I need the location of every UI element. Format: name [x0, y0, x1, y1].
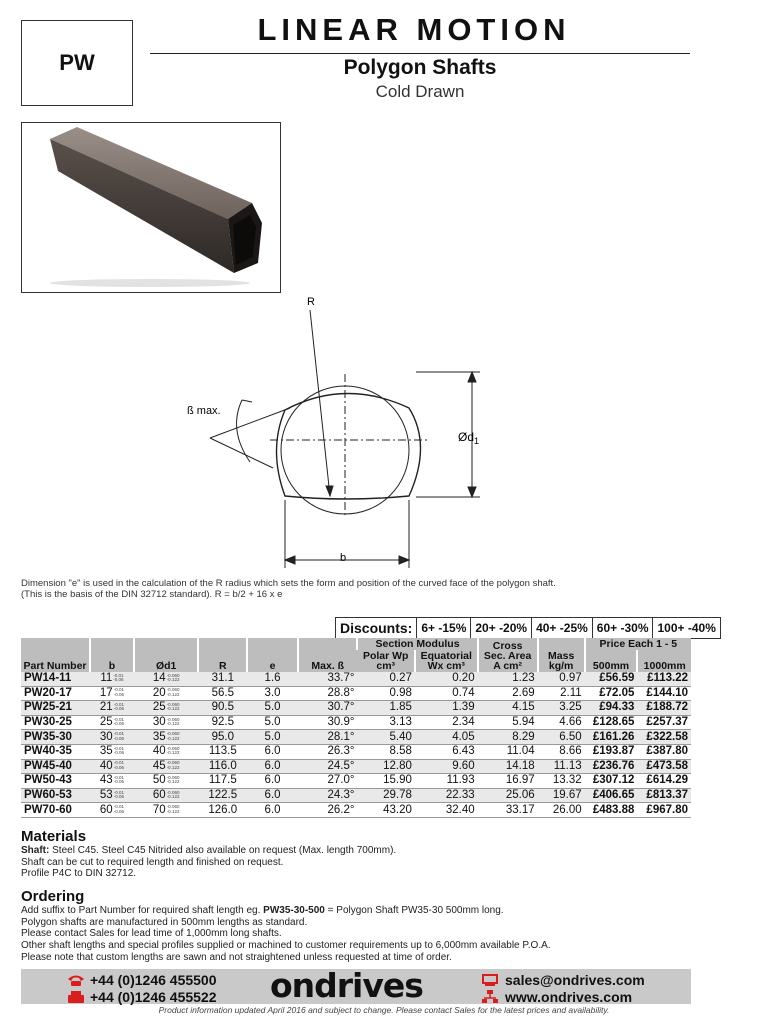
cell-polar: 0.98	[357, 686, 414, 701]
table-row	[21, 672, 691, 686]
cell-equatorial: 0.20	[415, 672, 478, 686]
cell-price-500: £236.76	[585, 759, 638, 774]
phone-number[interactable]: +44 (0)1246 455500	[90, 972, 217, 988]
cell-e: 5.0	[247, 730, 298, 745]
cell-e: 6.0	[247, 774, 298, 789]
cell-cross-section: 16.97	[478, 774, 538, 789]
product-code-box	[21, 20, 133, 106]
beta-max-label: ß max.	[187, 405, 221, 417]
width-b-label: b	[340, 552, 347, 564]
col-cross-section: Cross Sec. Area A cm²	[478, 638, 538, 672]
discounts-label: Discounts:	[340, 620, 413, 636]
cell-e: 6.0	[247, 759, 298, 774]
tolerance: -0.060 -0.122	[166, 687, 180, 697]
cell-mass: 26.00	[538, 803, 585, 818]
cell-cross-section: 5.94	[478, 715, 538, 730]
cell-polar: 5.40	[357, 730, 414, 745]
cell-part-number: PW20-17	[21, 686, 90, 701]
cell-r: 126.0	[198, 803, 247, 818]
cell-e: 6.0	[247, 803, 298, 818]
tolerance: -0.01 -0.06	[113, 672, 124, 683]
col-polar: Polar Wp cm³	[357, 650, 414, 672]
cell-equatorial: 11.93	[415, 774, 478, 789]
cell-b: 40-0.01 -0.06	[90, 759, 134, 774]
cell-r: 122.5	[198, 788, 247, 803]
cell-equatorial: 0.74	[415, 686, 478, 701]
cell-max-beta: 26.2°	[298, 803, 357, 818]
cell-part-number: PW35-30	[21, 730, 90, 745]
table-row	[21, 730, 691, 745]
cell-max-beta: 30.7°	[298, 701, 357, 716]
ordering-line: Other shaft lengths and special profiles supplied or machined to customer requirements up to 6,000mm available P.O.A.	[21, 940, 551, 952]
cell-price-500: £56.59	[585, 672, 638, 686]
cell-cross-section: 25.06	[478, 788, 538, 803]
table-header-row	[21, 638, 691, 650]
cell-max-beta: 28.1°	[298, 730, 357, 745]
cell-polar: 8.58	[357, 744, 414, 759]
cell-d1: 60-0.060 -0.122	[134, 788, 199, 803]
cell-b: 43-0.01 -0.06	[90, 774, 134, 789]
cell-polar: 0.27	[357, 672, 414, 686]
col-price-1000: 1000mm	[637, 650, 691, 672]
cell-e: 3.0	[247, 686, 298, 701]
computer-icon	[482, 974, 498, 987]
cell-price-1000: £473.58	[637, 759, 691, 774]
discount-tier: 6+ -15%	[416, 618, 470, 638]
col-section-modulus: Section Modulus	[357, 638, 477, 650]
cell-r: 113.5	[198, 744, 247, 759]
dimension-note-line: (This is the basis of the DIN 32712 standard). R = b/2 + 16 x e	[21, 589, 283, 600]
cell-e: 1.6	[247, 672, 298, 686]
cell-price-1000: £813.37	[637, 788, 691, 803]
shaft-label: Shaft:	[21, 845, 50, 856]
cell-b: 21-0.01 -0.06	[90, 701, 134, 716]
cell-mass: 13.32	[538, 774, 585, 789]
cell-equatorial: 22.33	[415, 788, 478, 803]
discounts-bar	[335, 617, 721, 639]
tolerance: -0.060 -0.122	[166, 672, 180, 683]
tolerance: -0.060 -0.122	[166, 760, 180, 770]
cell-part-number: PW30-25	[21, 715, 90, 730]
cell-max-beta: 30.9°	[298, 715, 357, 730]
ordering-line: Please contact Sales for lead time of 1,000mm long shafts.	[21, 928, 282, 940]
cell-d1: 35-0.060 -0.122	[134, 730, 199, 745]
materials-text	[21, 845, 396, 880]
cell-equatorial: 2.34	[415, 715, 478, 730]
cell-part-number: PW50-43	[21, 774, 90, 789]
materials-line: Shaft can be cut to required length and finished on request.	[21, 856, 284, 868]
tolerance: -0.060 -0.122	[166, 716, 180, 727]
cell-part-number: PW60-53	[21, 788, 90, 803]
ordering-text	[21, 905, 551, 964]
cell-part-number: PW40-35	[21, 744, 90, 759]
spec-table-body	[21, 672, 691, 817]
cell-price-500: £307.12	[585, 774, 638, 789]
cell-equatorial: 4.05	[415, 730, 478, 745]
cell-d1: 45-0.060 -0.122	[134, 759, 199, 774]
footer-disclaimer: Product information updated April 2016 and subject to change. Please contact Sales for the latest prices and availability.	[158, 1005, 610, 1015]
ordering-line: Add suffix to Part Number for required shaft length eg.	[21, 905, 264, 916]
col-equatorial: Equatorial Wx cm³	[415, 650, 478, 672]
cell-polar: 1.85	[357, 701, 414, 716]
cell-e: 5.0	[247, 701, 298, 716]
tolerance: -0.060 -0.122	[166, 774, 180, 785]
cell-max-beta: 33.7°	[298, 672, 357, 686]
materials-heading: Materials	[21, 828, 87, 845]
cell-price-1000: £967.80	[637, 803, 691, 818]
cell-max-beta: 24.5°	[298, 759, 357, 774]
dimension-note	[21, 578, 556, 600]
table-row	[21, 715, 691, 730]
col-part-number: Part Number	[21, 638, 90, 672]
cell-mass: 2.11	[538, 686, 585, 701]
cell-price-1000: £387.80	[637, 744, 691, 759]
product-code: PW	[59, 50, 95, 75]
ordering-heading: Ordering	[21, 888, 85, 905]
cell-part-number: PW70-60	[21, 803, 90, 818]
cell-e: 6.0	[247, 744, 298, 759]
table-row	[21, 759, 691, 774]
cell-part-number: PW25-21	[21, 701, 90, 716]
network-icon	[482, 990, 498, 1004]
fax-icon	[66, 990, 86, 1004]
cell-part-number: PW14-11	[21, 672, 90, 686]
cell-max-beta: 27.0°	[298, 774, 357, 789]
discount-tier: 40+ -25%	[531, 618, 592, 638]
table-row	[21, 788, 691, 803]
cell-mass: 19.67	[538, 788, 585, 803]
table-row	[21, 744, 691, 759]
cell-mass: 3.25	[538, 701, 585, 716]
cell-r: 117.5	[198, 774, 247, 789]
cell-b: 53-0.01 -0.06	[90, 788, 134, 803]
cell-price-1000: £113.22	[637, 672, 691, 686]
cell-e: 6.0	[247, 788, 298, 803]
cell-equatorial: 6.43	[415, 744, 478, 759]
cell-b: 11-0.01 -0.06	[90, 672, 134, 686]
discount-tier: 60+ -30%	[592, 618, 653, 638]
col-d1: Ød1	[134, 638, 199, 672]
cell-r: 116.0	[198, 759, 247, 774]
shaft-cross-section-drawing	[180, 290, 510, 575]
cell-b: 25-0.01 -0.06	[90, 715, 134, 730]
title-divider	[150, 53, 690, 54]
cell-price-500: £483.88	[585, 803, 638, 818]
cell-price-1000: £188.72	[637, 701, 691, 716]
ordering-line: = Polygon Shaft PW35-30 500mm long.	[324, 905, 504, 916]
cell-polar: 43.20	[357, 803, 414, 818]
col-e: e	[247, 638, 298, 672]
tolerance: -0.060 -0.122	[166, 804, 180, 814]
cell-b: 35-0.01 -0.06	[90, 744, 134, 759]
tolerance: -0.060 -0.122	[166, 701, 180, 712]
telephone-icon	[66, 973, 86, 987]
cell-mass: 0.97	[538, 672, 585, 686]
materials-line: Profile P4C to DIN 32712.	[21, 868, 137, 880]
ordering-line: Polygon shafts are manufactured in 500mm lengths as standard.	[21, 916, 308, 928]
cell-equatorial: 9.60	[415, 759, 478, 774]
product-photo-frame	[21, 122, 281, 293]
cell-d1: 30-0.060 -0.122	[134, 715, 199, 730]
cell-cross-section: 4.15	[478, 701, 538, 716]
tolerance: -0.01 -0.06	[113, 731, 124, 741]
ordering-example-code: PW35-30-500	[263, 905, 325, 916]
col-mass: Mass kg/m	[538, 638, 585, 672]
cell-price-1000: £144.10	[637, 686, 691, 701]
cell-max-beta: 26.3°	[298, 744, 357, 759]
tolerance: -0.01 -0.06	[113, 716, 124, 727]
cell-mass: 4.66	[538, 715, 585, 730]
cell-price-500: £94.33	[585, 701, 638, 716]
cell-equatorial: 1.39	[415, 701, 478, 716]
cell-price-500: £161.26	[585, 730, 638, 745]
cell-d1: 20-0.060 -0.122	[134, 686, 199, 701]
cell-r: 95.0	[198, 730, 247, 745]
cell-e: 5.0	[247, 715, 298, 730]
cell-b: 17-0.01 -0.06	[90, 686, 134, 701]
cell-max-beta: 28.8°	[298, 686, 357, 701]
cell-part-number: PW45-40	[21, 759, 90, 774]
tolerance: -0.01 -0.06	[113, 774, 124, 785]
cell-d1: 70-0.060 -0.122	[134, 803, 199, 818]
tolerance: -0.01 -0.06	[113, 701, 124, 712]
cell-equatorial: 32.40	[415, 803, 478, 818]
cell-cross-section: 2.69	[478, 686, 538, 701]
cell-price-1000: £322.58	[637, 730, 691, 745]
tolerance: -0.060 -0.122	[166, 731, 180, 741]
cell-price-500: £128.65	[585, 715, 638, 730]
tolerance: -0.060 -0.122	[166, 745, 180, 756]
col-b: b	[90, 638, 134, 672]
cell-mass: 8.66	[538, 744, 585, 759]
cell-price-1000: £257.37	[637, 715, 691, 730]
cell-mass: 6.50	[538, 730, 585, 745]
cell-polar: 29.78	[357, 788, 414, 803]
diameter-label: $Ød_1$	[458, 430, 480, 446]
dimension-note-line: Dimension "e" is used in the calculation of the R radius which sets the form and position of the curved face of the polygon shaft.	[21, 578, 556, 589]
table-row	[21, 701, 691, 716]
discount-tier: 100+ -40%	[652, 618, 719, 638]
tolerance: -0.01 -0.06	[113, 760, 124, 770]
cell-price-500: £193.87	[585, 744, 638, 759]
cell-d1: 50-0.060 -0.122	[134, 774, 199, 789]
col-max-beta: Max. ß	[298, 638, 357, 672]
polygon-shaft-photo	[22, 123, 280, 292]
cell-cross-section: 1.23	[478, 672, 538, 686]
cell-r: 31.1	[198, 672, 247, 686]
table-row	[21, 686, 691, 701]
cell-cross-section: 14.18	[478, 759, 538, 774]
cell-r: 56.5	[198, 686, 247, 701]
col-price-500: 500mm	[585, 650, 638, 672]
cell-b: 30-0.01 -0.06	[90, 730, 134, 745]
page-title: LINEAR MOTION	[257, 12, 571, 47]
tolerance: -0.01 -0.06	[113, 745, 124, 756]
cell-cross-section: 11.04	[478, 744, 538, 759]
cell-d1: 25-0.060 -0.122	[134, 701, 199, 716]
discount-tier: 20+ -20%	[470, 618, 531, 638]
radius-label: R	[307, 296, 315, 308]
cell-d1: 14-0.060 -0.122	[134, 672, 199, 686]
cell-polar: 12.80	[357, 759, 414, 774]
cell-max-beta: 24.3°	[298, 788, 357, 803]
cell-d1: 40-0.060 -0.122	[134, 744, 199, 759]
page-subtitle: Polygon Shafts	[343, 56, 497, 79]
table-row	[21, 774, 691, 789]
cell-r: 90.5	[198, 701, 247, 716]
page-subsubtitle: Cold Drawn	[375, 82, 465, 101]
cell-price-500: £72.05	[585, 686, 638, 701]
cell-polar: 3.13	[357, 715, 414, 730]
tolerance: -0.01 -0.06	[113, 687, 124, 697]
website-link[interactable]: www.ondrives.com	[505, 989, 633, 1005]
table-row	[21, 803, 691, 818]
polygon-shaft-spec-table	[21, 638, 691, 818]
cell-price-1000: £614.29	[637, 774, 691, 789]
shaft-text: Steel C45. Steel C45 Nitrided also available on request (Max. length 700mm).	[49, 845, 397, 856]
cell-polar: 15.90	[357, 774, 414, 789]
tolerance: -0.01 -0.06	[113, 804, 124, 814]
cell-mass: 11.13	[538, 759, 585, 774]
ordering-line: Please note that custom lengths are sawn and not straightened unless requested at time of order.	[21, 951, 452, 963]
col-price-each: Price Each 1 - 5	[585, 638, 691, 650]
cell-b: 60-0.01 -0.06	[90, 803, 134, 818]
tolerance: -0.060 -0.122	[166, 789, 180, 800]
cell-r: 92.5	[198, 715, 247, 730]
tolerance: -0.01 -0.06	[113, 789, 124, 800]
ondrives-logo: ondrives	[270, 966, 423, 1005]
sales-email-link[interactable]: sales@ondrives.com	[505, 972, 645, 988]
fax-number[interactable]: +44 (0)1246 455522	[90, 989, 217, 1005]
cell-cross-section: 33.17	[478, 803, 538, 818]
cell-cross-section: 8.29	[478, 730, 538, 745]
cell-price-500: £406.65	[585, 788, 638, 803]
col-r: R	[198, 638, 247, 672]
